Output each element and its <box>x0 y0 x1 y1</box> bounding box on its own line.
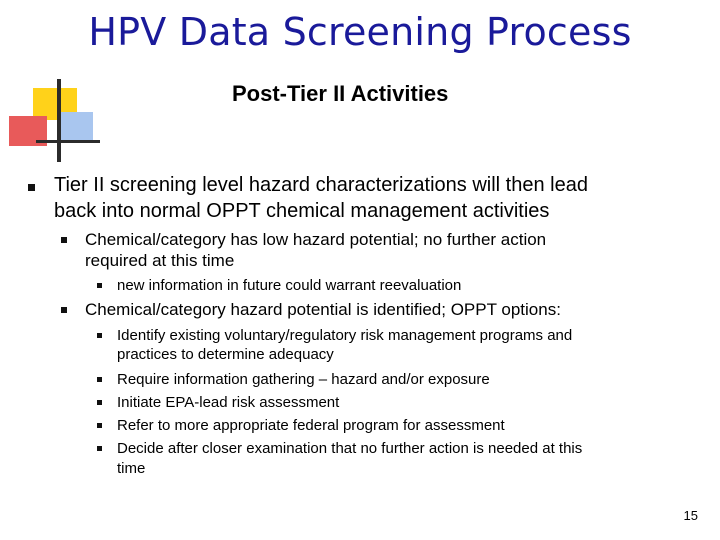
bullet-marker <box>97 333 102 338</box>
bullet-marker <box>97 283 102 288</box>
list-item: Decide after closer examination that no further action is needed at this <box>117 440 583 457</box>
list-item: Chemical/category has low hazard potential; no further action <box>85 230 547 249</box>
list-item: new information in future could warrant reevaluation <box>117 277 462 294</box>
bullet-marker <box>97 377 102 382</box>
logo-horizontal-line <box>36 140 100 143</box>
bullet-marker <box>61 307 67 313</box>
list-item-continuation: time <box>117 460 146 477</box>
logo-blue-square <box>59 112 93 142</box>
slide-title: HPV Data Screening Process <box>88 10 632 54</box>
list-item: Initiate EPA-lead risk assessment <box>117 394 340 411</box>
slide-subtitle: Post-Tier II Activities <box>232 81 449 106</box>
bullet-marker <box>28 184 35 191</box>
list-item: Refer to more appropriate federal program for assessment <box>117 417 505 434</box>
list-item: Chemical/category hazard potential is identified; OPPT options: <box>85 300 561 319</box>
bullet-marker <box>97 400 102 405</box>
list-item: Identify existing voluntary/regulatory risk management programs and <box>117 327 573 344</box>
bullet-marker <box>61 237 67 243</box>
logo-vertical-line <box>57 79 61 162</box>
page-number: 15 <box>683 508 698 523</box>
list-item-continuation: required at this time <box>85 251 235 270</box>
bullet-marker <box>97 423 102 428</box>
list-item-continuation: back into normal OPPT chemical management activities <box>54 200 550 222</box>
list-item-continuation: practices to determine adequacy <box>117 346 334 363</box>
bullet-marker <box>97 446 102 451</box>
list-item: Tier II screening level hazard characterizations will then lead <box>54 174 588 196</box>
list-item: Require information gathering – hazard and/or exposure <box>117 371 490 388</box>
